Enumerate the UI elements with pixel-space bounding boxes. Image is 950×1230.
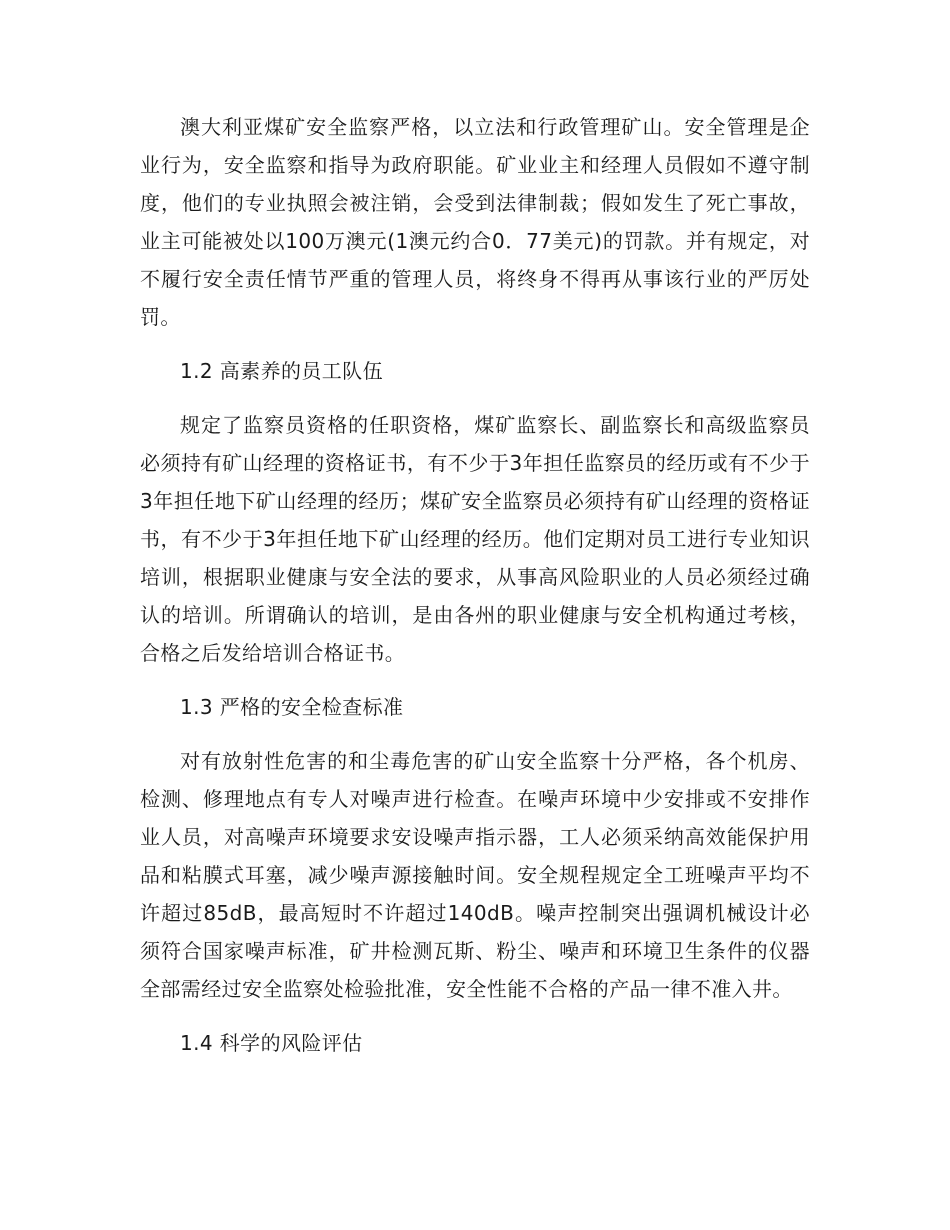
spacer xyxy=(140,726,810,742)
section-heading-1-2: 1.2 高素养的员工队伍 xyxy=(180,359,383,383)
spacer xyxy=(140,336,810,352)
section-heading-1-3: 1.3 严格的安全检查标准 xyxy=(180,695,404,719)
document-body xyxy=(140,108,810,1062)
spacer xyxy=(140,390,810,406)
spacer xyxy=(140,672,810,688)
spacer xyxy=(140,1008,810,1024)
paragraph-inspection-standards: 对有放射性危害的和尘毒危害的矿山安全监察十分严格，各个机房、检测、修理地点有专人对噪声进行检查。在噪声环境中少安排或不安排作业人员，对高噪声环境要求安设噪声指示器，工人必须采纳高效能保护用品和粘膜式耳塞，减少噪声源接触时间。安全规程规定全工班噪声平均不许超过85dB，最高短时不许超过140dB。噪声控制突出强调机械设计必须符合国家噪声标准，矿井检测瓦斯、粉尘、噪声和环境卫生条件的仪器全部需经过安全监察处检验批准，安全性能不合格的产品一律不准入井。 xyxy=(140,749,810,1001)
section-heading-1-4: 1.4 科学的风险评估 xyxy=(180,1031,363,1055)
paragraph-staff-qualification: 规定了监察员资格的任职资格，煤矿监察长、副监察长和高级监察员必须持有矿山经理的资格证书，有不少于3年担任监察员的经历或有不少于3年担任地下矿山经理的经历；煤矿安全监察员必须持有矿山经理的资格证书，有不少于3年担任地下矿山经理的经历。他们定期对员工进行专业知识培训，根据职业健康与安全法的要求，从事高风险职业的人员必须经过确认的培训。所谓确认的培训，是由各州的职业健康与安全机构通过考核，合格之后发给培训合格证书。 xyxy=(140,413,810,665)
paragraph-safety-supervision: 澳大利亚煤矿安全监察严格，以立法和行政管理矿山。安全管理是企业行为，安全监察和指导为政府职能。矿业业主和经理人员假如不遵守制度，他们的专业执照会被注销，会受到法律制裁；假如发生了死亡事故，业主可能被处以100万澳元(1澳元约合0．77美元)的罚款。并有规定，对不履行安全责任情节严重的管理人员，将终身不得再从事该行业的严厉处罚。 xyxy=(140,115,810,329)
